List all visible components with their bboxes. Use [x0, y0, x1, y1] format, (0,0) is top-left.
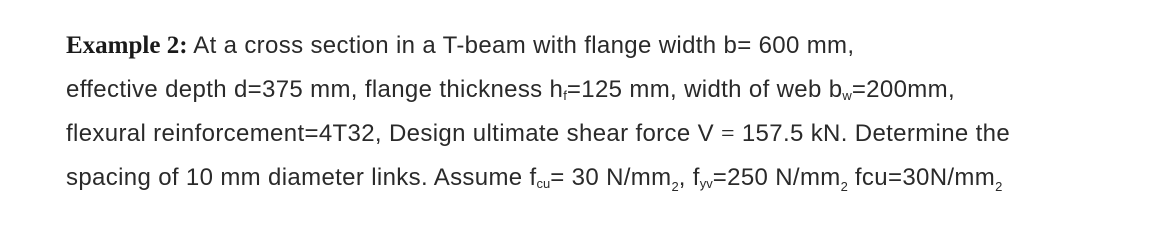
- line-1-text: At a cross section in a T-beam with flange width b= 600 mm,: [187, 32, 855, 59]
- subscript-cu: cu: [536, 176, 551, 191]
- line-2-pre: effective depth d=375 mm, flange thickness h: [66, 76, 564, 103]
- line-3: [66, 112, 1156, 156]
- line-2: [66, 68, 1156, 112]
- line-4-mid2: , f: [678, 164, 700, 191]
- line-3-post: 157.5 kN. Determine the: [734, 120, 1011, 147]
- line-1: [66, 24, 1156, 68]
- line-4-mid3: =250 N/mm: [712, 164, 841, 191]
- subscript-f: f: [563, 88, 567, 103]
- subscript-2-c: 2: [995, 179, 1003, 194]
- subscript-yv: yv: [699, 176, 713, 191]
- subscript-2-a: 2: [671, 179, 679, 194]
- line-2-post: =200mm,: [851, 76, 955, 103]
- line-4-mid4: fcu=30N/mm: [847, 164, 996, 191]
- line-4-mid1: = 30 N/mm: [550, 164, 672, 191]
- line-4-pre: spacing of 10 mm diameter links. Assume f: [66, 164, 537, 191]
- problem-statement: [66, 24, 1156, 200]
- subscript-w: w: [842, 88, 852, 103]
- example-heading: Example 2:: [66, 32, 188, 59]
- line-2-mid: =125 mm, width of web b: [566, 76, 843, 103]
- line-4: [66, 156, 1156, 200]
- subscript-2-b: 2: [840, 179, 848, 194]
- line-3-pre: flexural reinforcement=4T32, Design ultimate shear force V: [66, 120, 721, 147]
- equals-sign: =: [720, 121, 735, 147]
